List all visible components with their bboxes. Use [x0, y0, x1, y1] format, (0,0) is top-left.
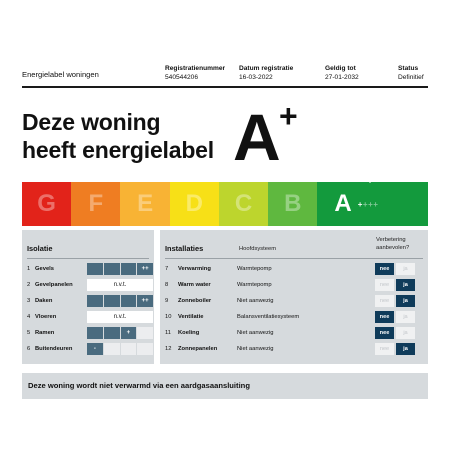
energy-class-letter: D [185, 190, 203, 217]
not-applicable-value: n.v.t. [87, 311, 153, 323]
rating-blocks [87, 327, 153, 339]
field-key: Registratienummer [165, 65, 226, 72]
rating-block [137, 327, 153, 339]
isolation-row [27, 311, 149, 323]
energy-class-f [71, 182, 120, 226]
field-value: Definitief [398, 74, 424, 81]
row-label: Gevels [35, 266, 55, 272]
plus-achieved: + [357, 199, 363, 209]
row-label: Verwarming [178, 266, 211, 272]
not-applicable-value: n.v.t. [87, 279, 153, 291]
installation-row [165, 311, 423, 323]
installation-row [165, 263, 423, 275]
rating-block [87, 295, 103, 307]
header-divider [22, 86, 428, 88]
row-label: Zonnepanelen [178, 346, 218, 352]
rating-block [87, 263, 103, 275]
advice-no-option: nee [375, 295, 394, 307]
row-number: 12 [165, 346, 172, 352]
document-title: Energielabel woningen [22, 70, 99, 79]
rating-block [104, 295, 120, 307]
isolation-row [27, 263, 149, 275]
energy-class-g [22, 182, 71, 226]
advice-yes-option: ja [396, 311, 415, 323]
energy-label-letter: A [233, 100, 281, 174]
energy-class-c [219, 182, 268, 226]
installation-row [165, 279, 423, 291]
advice-no-option: nee [375, 327, 394, 339]
row-label: Zonneboiler [178, 298, 212, 304]
advice-yes-option: ja [396, 263, 415, 275]
energy-class-b [268, 182, 317, 226]
isolation-row [27, 279, 149, 291]
installation-row [165, 343, 423, 355]
row-label: Vloeren [35, 314, 57, 320]
row-number: 2 [27, 282, 31, 288]
field-key: Status [398, 65, 419, 72]
energy-class-letter: F [88, 190, 104, 217]
main-system-value: Warmtepomp [237, 282, 272, 288]
rating-block: + [121, 327, 137, 339]
rating-block [104, 263, 120, 275]
energy-class-d [170, 182, 219, 226]
field-value: 16-03-2022 [239, 74, 273, 81]
isolation-title: Isolatie [27, 244, 53, 253]
improvement-header: Verbetering aanbevolen? [376, 237, 410, 251]
installation-row [165, 295, 423, 307]
row-label: Daken [35, 298, 53, 304]
field-key: Geldig tot [325, 65, 356, 72]
row-number: 3 [27, 298, 31, 304]
row-label: Buitendeuren [35, 346, 73, 352]
energy-class-a [317, 182, 428, 226]
energy-class-e [120, 182, 169, 226]
headline [22, 108, 214, 164]
main-system-value: Balansventilatiesysteem [237, 314, 300, 320]
field-value: 27-01-2032 [325, 74, 359, 81]
energy-label-plus: + [279, 98, 298, 134]
rating-block [121, 343, 137, 355]
row-number: 6 [27, 346, 31, 352]
rating-blocks [87, 295, 153, 307]
rating-block [121, 295, 137, 307]
field-key: Datum registratie [239, 65, 294, 72]
divider [165, 258, 423, 259]
row-number: 1 [27, 266, 31, 272]
main-system-value: Niet aanwezig [237, 298, 274, 304]
advice-yes-option: ja [396, 279, 415, 291]
isolation-panel [22, 230, 154, 364]
isolation-row [27, 343, 149, 355]
valid-until-field [325, 64, 359, 82]
registration-number-field [165, 64, 225, 82]
field-value: 540544206 [165, 74, 199, 81]
active-class-marker [362, 175, 378, 183]
main-system-header: Hoofdsysteem [239, 246, 277, 252]
rating-block: - [87, 343, 103, 355]
energy-class-letter: G [37, 190, 56, 217]
isolation-row [27, 327, 149, 339]
energy-class-letter: C [234, 190, 253, 217]
rating-block [104, 343, 120, 355]
advice-yes-option: ja [396, 327, 415, 339]
row-number: 7 [165, 266, 169, 272]
rating-block: ++ [137, 295, 153, 307]
row-label: Gevelpanelen [35, 282, 73, 288]
advice-no-option: nee [375, 263, 394, 275]
rating-block: ++ [137, 263, 153, 275]
rating-blocks [87, 343, 153, 355]
row-number: 11 [165, 330, 172, 336]
advice-no-option: nee [375, 311, 394, 323]
energy-class-letter: B [284, 190, 302, 217]
divider [27, 258, 149, 259]
headline-line-1: Deze woning [22, 109, 161, 135]
row-label: Ramen [35, 330, 55, 336]
installations-title: Installaties [165, 244, 204, 253]
rating-block [137, 343, 153, 355]
main-system-value: Warmtepomp [237, 266, 272, 272]
energy-class-plus-scale [358, 200, 379, 209]
headline-line-2: heeft energielabel [22, 137, 214, 163]
advice-no-option: nee [375, 343, 394, 355]
row-label: Koeling [178, 330, 200, 336]
row-label: Ventilatie [178, 314, 204, 320]
installation-row [165, 327, 423, 339]
row-number: 4 [27, 314, 31, 320]
main-system-value: Niet aanwezig [237, 330, 274, 336]
row-number: 8 [165, 282, 169, 288]
row-number: 9 [165, 298, 169, 304]
row-label: Warm water [178, 282, 211, 288]
registration-date-field [239, 64, 293, 82]
isolation-row [27, 295, 149, 307]
energy-class-bar [22, 182, 428, 226]
rating-block [87, 327, 103, 339]
status-field [398, 64, 424, 82]
advice-yes-option: ja [396, 343, 415, 355]
rating-block [121, 263, 137, 275]
plus-remaining: +++ [362, 199, 379, 209]
gas-connection-note: Deze woning wordt niet verwarmd via een aardgasaansluiting [22, 373, 428, 399]
energy-class-letter: A [334, 190, 352, 217]
rating-blocks [87, 263, 153, 275]
advice-no-option: nee [375, 279, 394, 291]
main-system-value: Niet aanwezig [237, 346, 274, 352]
rating-block [104, 327, 120, 339]
energy-class-letter: E [137, 190, 154, 217]
row-number: 10 [165, 314, 172, 320]
installations-panel [160, 230, 428, 364]
row-number: 5 [27, 330, 31, 336]
advice-yes-option: ja [396, 295, 415, 307]
